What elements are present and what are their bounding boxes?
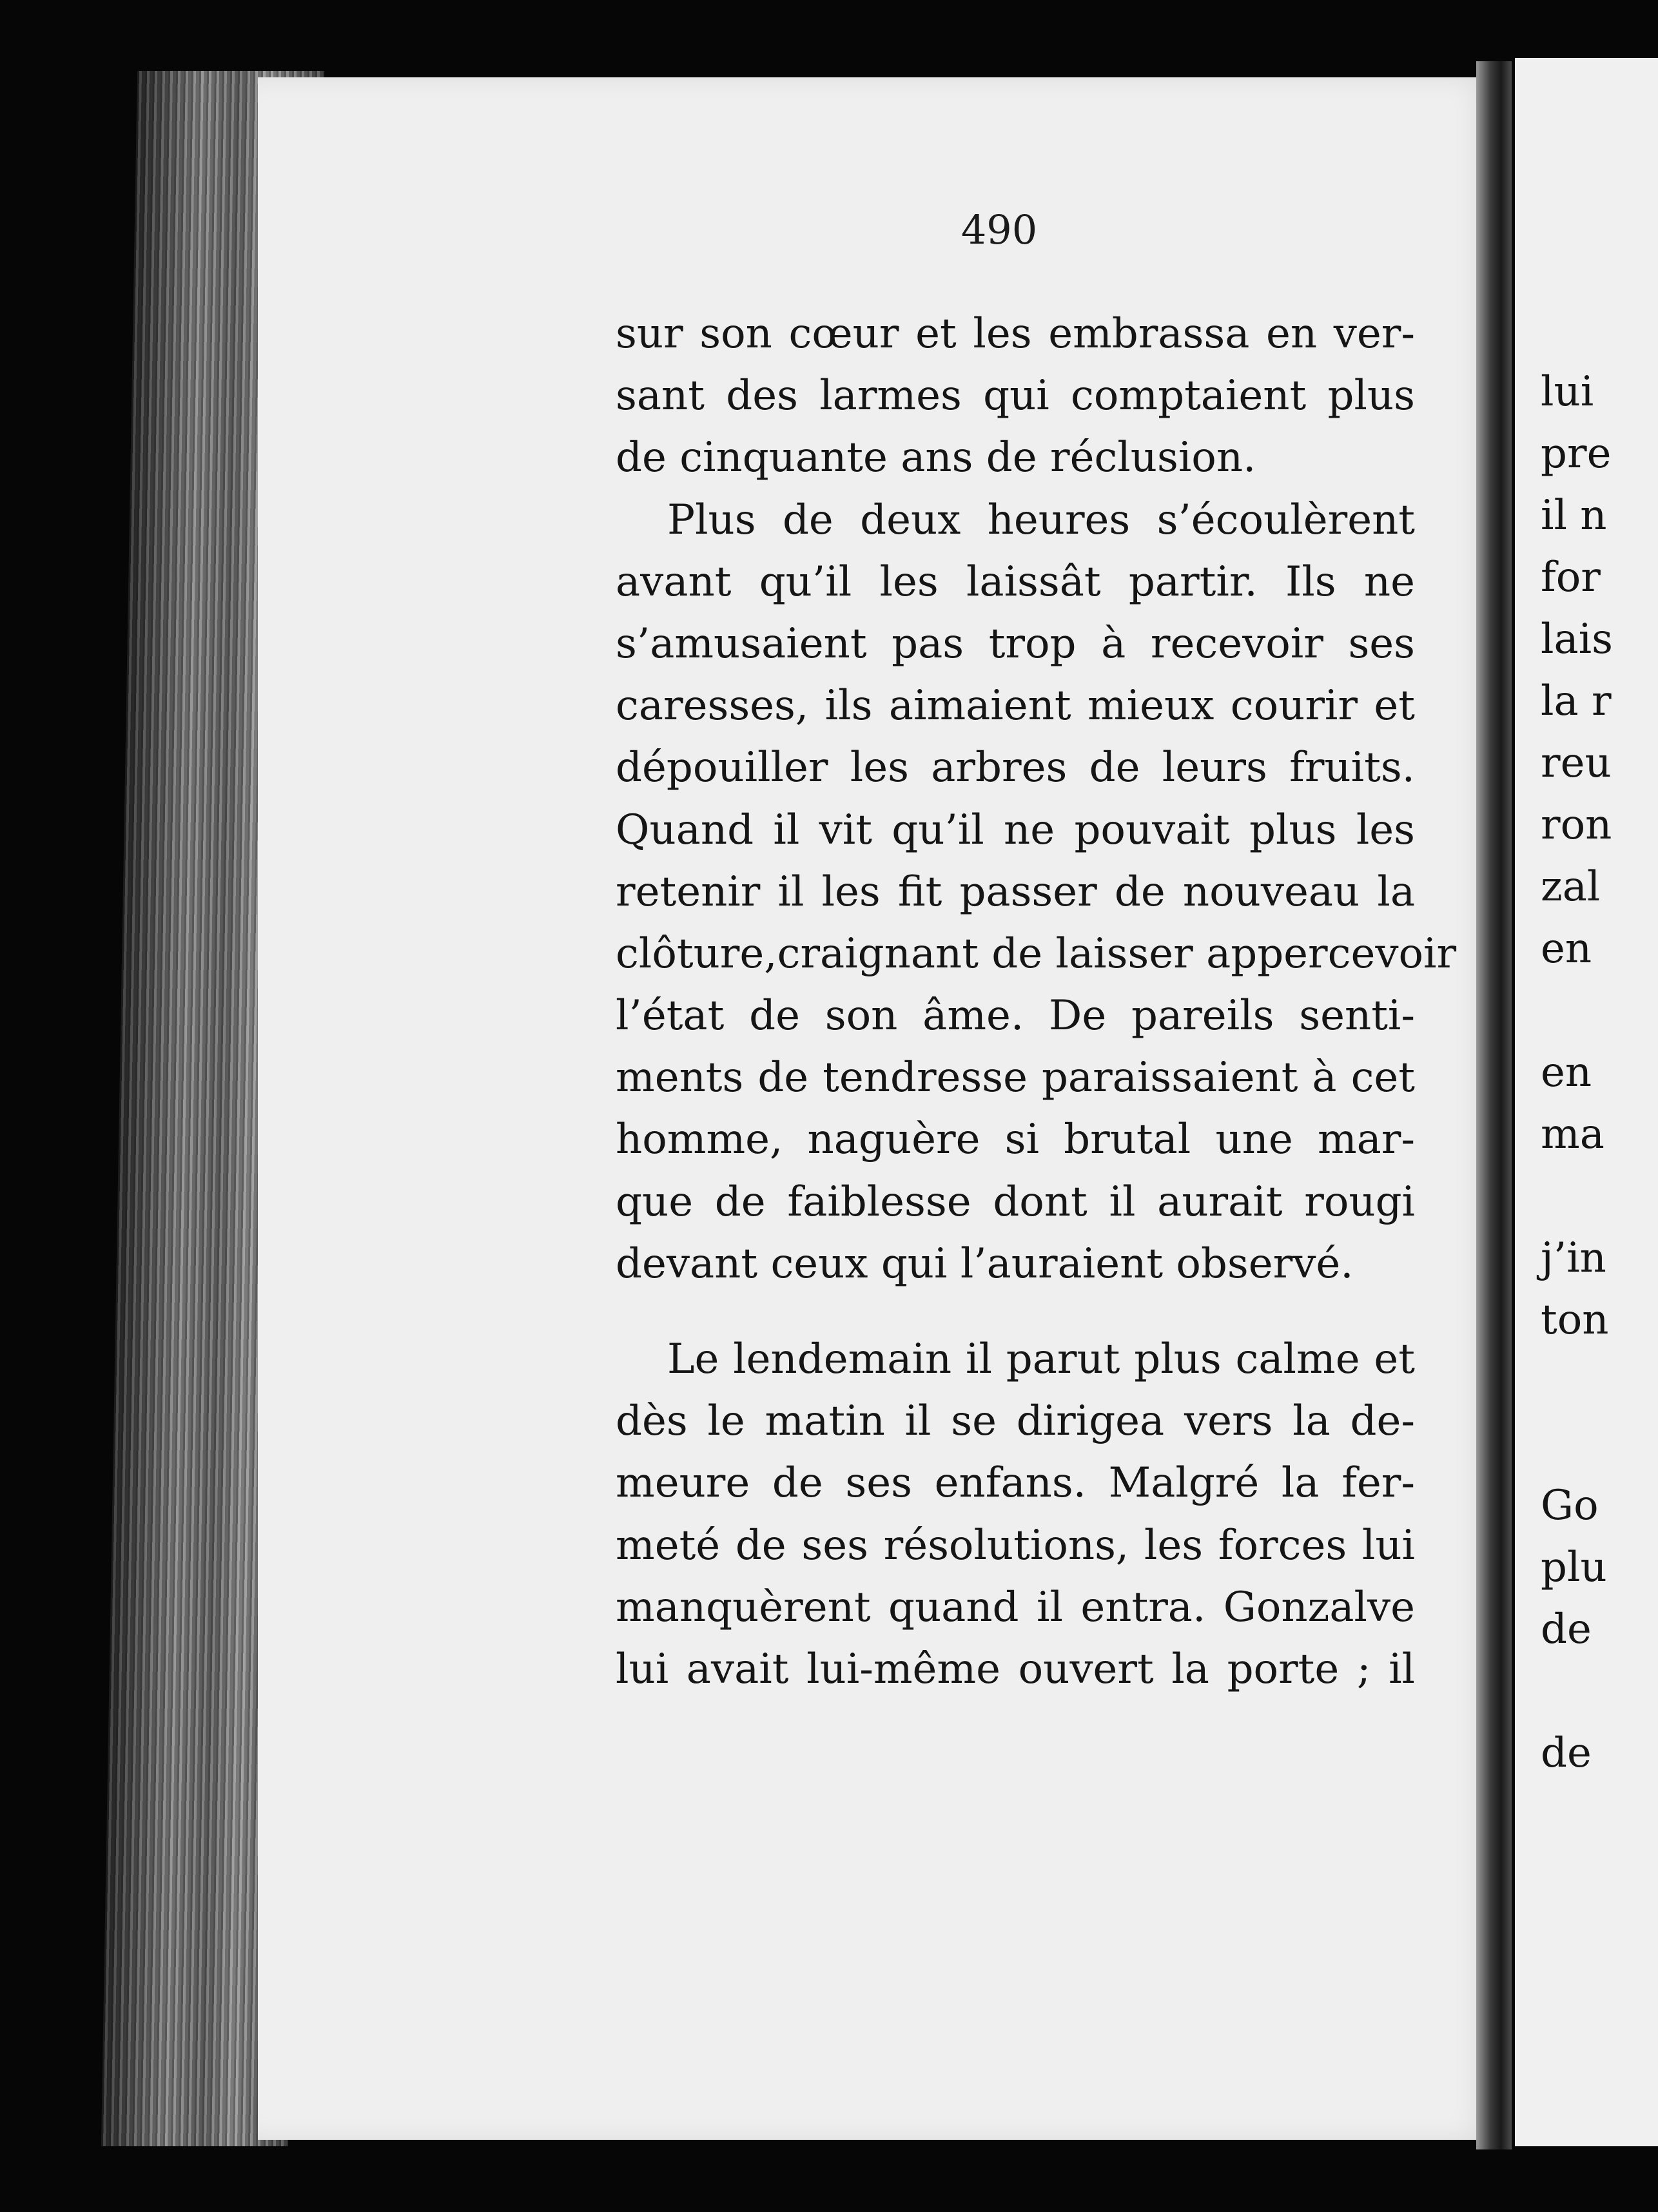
text-line: dépouiller les arbres de leurs fruits. (616, 744, 1415, 792)
text-line: Quand il vit qu’il ne pouvait plus les (616, 806, 1415, 854)
right-line: de (1541, 1729, 1592, 1777)
right-line: il n (1541, 492, 1607, 539)
text-line: meure de ses enfans. Malgré la fer- (616, 1459, 1415, 1508)
text-line: manquèrent quand il entra. Gonzalve (616, 1583, 1415, 1631)
right-line (1541, 1660, 1658, 1722)
right-page-text (1541, 361, 1658, 1784)
page-gutter (1476, 61, 1512, 2149)
right-page (1515, 58, 1658, 2146)
right-line: Go (1541, 1482, 1599, 1529)
right-line: j’in (1541, 1234, 1606, 1282)
text-line: homme, naguère si brutal une mar- (616, 1116, 1415, 1164)
text-line: dès le matin il se dirigea vers la de- (616, 1397, 1415, 1446)
right-line: pre (1541, 430, 1612, 478)
page-number: 490 (961, 206, 1038, 253)
right-line: for (1541, 554, 1601, 601)
right-line: zal (1541, 863, 1601, 911)
right-line: reu (1541, 739, 1612, 787)
text-line: que de faiblesse dont il aurait rougi (616, 1178, 1415, 1226)
right-line: ton (1541, 1296, 1609, 1344)
text-line: lui avait lui-même ouvert la porte ; il (616, 1645, 1415, 1693)
text-line: Le lendemain il parut plus calme et (667, 1335, 1415, 1383)
right-line (1541, 980, 1658, 1042)
right-line (1541, 1351, 1658, 1413)
text-line: clôture,craignant de laisser appercevoir (616, 929, 1457, 978)
right-line: la r (1541, 677, 1612, 725)
right-line: lui (1541, 368, 1594, 416)
right-line: ma (1541, 1111, 1604, 1158)
right-line: lais (1541, 616, 1613, 663)
text-line: retenir il les fit passer de nouveau la (616, 868, 1415, 916)
text-line: l’état de son âme. De pareils senti- (616, 992, 1415, 1040)
text-line: avant qu’il les laissât partir. Ils ne (616, 558, 1415, 606)
page-body-text (616, 303, 1457, 1700)
text-line: sur son cœur et les embrassa en ver- (616, 310, 1415, 358)
text-line: Plus de deux heures s’écoulèrent (667, 496, 1415, 544)
right-line: en (1541, 925, 1592, 973)
right-line: de (1541, 1606, 1592, 1653)
right-line (1541, 1165, 1658, 1227)
text-line: devant ceux qui l’auraient observé. (616, 1239, 1354, 1288)
right-line: ron (1541, 801, 1612, 849)
text-line: sant des larmes qui comptaient plus (616, 372, 1415, 420)
text-line: caresses, ils aimaient mieux courir et (616, 682, 1415, 730)
right-line: plu (1541, 1544, 1607, 1591)
text-line: meté de ses résolutions, les forces lui (616, 1521, 1415, 1569)
text-line: de cinquante ans de réclusion. (616, 434, 1256, 482)
text-line: s’amusaient pas trop à recevoir ses (616, 619, 1415, 668)
right-line: en (1541, 1049, 1592, 1096)
paragraph-gap (616, 1295, 1415, 1328)
text-line: ments de tendresse paraissaient à cet (616, 1054, 1415, 1102)
right-line (1541, 1413, 1658, 1475)
